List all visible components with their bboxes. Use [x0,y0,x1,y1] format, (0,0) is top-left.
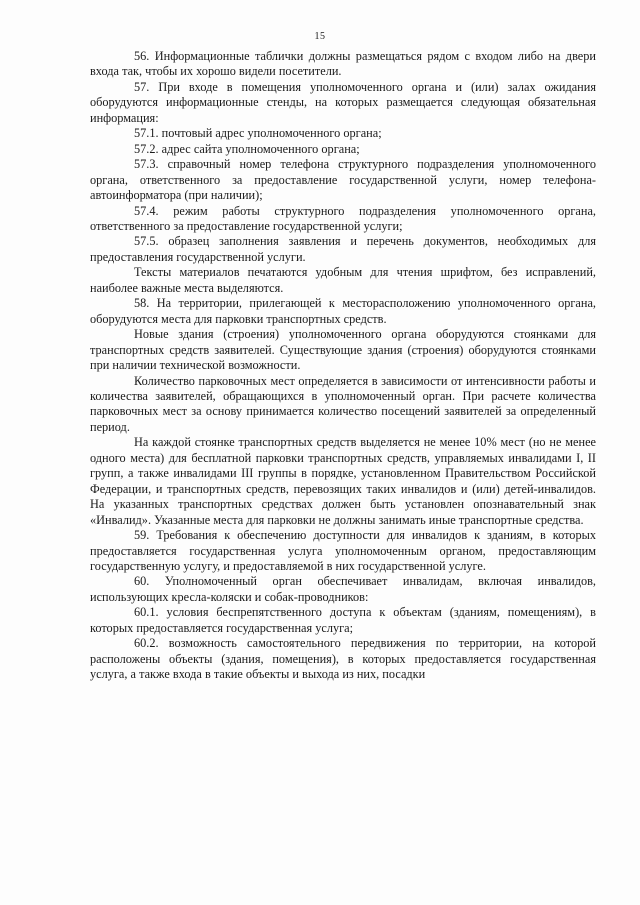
paragraph: 60. Уполномоченный орган обеспечивает инвалидам, включая инвалидов, использующих кресла-коляски и собак-проводников: [90,574,596,604]
paragraph: 60.1. условия беспрепятственного доступа к объектам (зданиям, помещениям), в которых предоставляется государственная услуга; [90,605,596,635]
page-number: 15 [314,31,326,42]
paragraph: 57.4. режим работы структурного подразделения уполномоченного органа, ответственного за предоставление государственной услуги; [90,203,596,233]
paragraph: 59. Требования к обеспечению доступности для инвалидов к зданиям, в которых предоставляется государственная услуга уполномоченным органом, предоставляющим государственную услугу, и предоставляемой в них государственной услуге. [90,528,596,573]
paragraph: Количество парковочных мест определяется в зависимости от интенсивности работы и количества заявителей, обращающихся в уполномоченный орган. При расчете количества парковочных мест за основу принимается количество посещений заявителей за определенный период. [90,373,596,434]
paragraph: 58. На территории, прилегающей к месторасположению уполномоченного органа, оборудуются места для парковки транспортных средств. [90,296,596,326]
paragraph: 57.1. почтовый адрес уполномоченного органа; [134,126,382,141]
paragraph: 56. Информационные таблички должны размещаться рядом с входом либо на двери входа так, чтобы их хорошо видели посетители. [90,49,596,79]
paragraph: 60.2. возможность самостоятельного передвижения по территории, на которой расположены объекты (здания, помещения), в которых предоставляется государственная услуга, а также входа в такие объекты и выхода из них, посадки [90,636,596,682]
paragraph: Новые здания (строения) уполномоченного органа оборудуются стоянками для транспортных средств заявителей. Существующие здания (строения) оборудуются стоянками при наличии технической возможности. [90,327,596,373]
paragraph: 57.2. адрес сайта уполномоченного органа; [134,141,360,156]
paragraph: На каждой стоянке транспортных средств выделяется не менее 10% мест (но не менее одного места) для бесплатной парковки транспортных средств, управляемых инвалидами I, II групп, а также инвалидами III группы в порядке, установленном Правительством Российской Федерации, и транспортных средств, перевозящих таких инвалидов и (или) детей-инвалидов. На указанных транспортных средствах должен быть установлен опознавательный знак «Инвалид». Указанные места для парковки не должны занимать иные транспортные средства. [90,435,596,527]
paragraph: 57.3. справочный номер телефона структурного подразделения уполномоченного органа, ответственного за предоставление государственной услуги, номер телефона-автоинформатора (при наличии); [90,157,596,203]
paragraph: 57.5. образец заполнения заявления и перечень документов, необходимых для предоставления государственной услуги. [90,234,596,264]
document-body [90,49,596,683]
paragraph: 57. При входе в помещения уполномоченного органа и (или) залах ожидания оборудуются информационные стенды, на которых размещается следующая обязательная информация: [90,79,596,125]
paragraph: Тексты материалов печатаются удобным для чтения шрифтом, без исправлений, наиболее важные места выделяются. [90,265,596,295]
